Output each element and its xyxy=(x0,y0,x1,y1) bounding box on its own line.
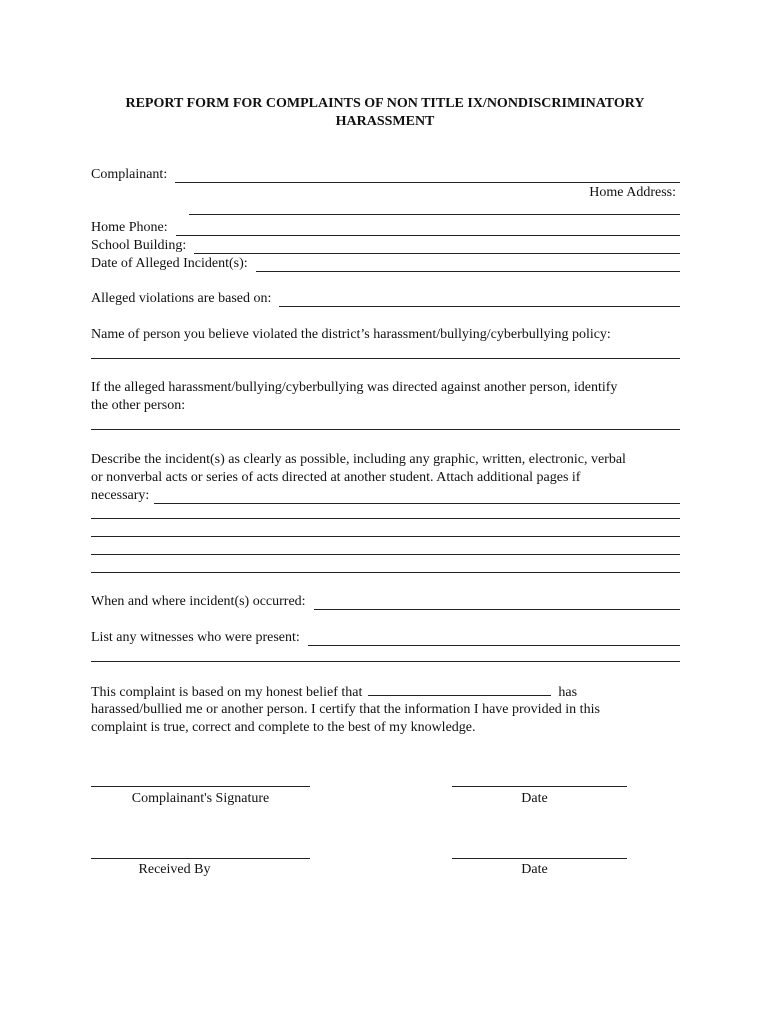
name-person-field[interactable] xyxy=(91,358,680,359)
complainant-date-field[interactable] xyxy=(452,786,627,787)
date-incident-label: Date of Alleged Incident(s): xyxy=(91,256,248,271)
belief-label-part-1: This complaint is based on my honest belief that xyxy=(91,685,363,700)
received-date-label: Date xyxy=(521,862,548,877)
complainant-date-label: Date xyxy=(521,791,548,806)
certify-line-3: complaint is true, correct and complete to the best of my knowledge. xyxy=(91,720,476,735)
witnesses-label: List any witnesses who were present: xyxy=(91,630,300,645)
home-phone-field[interactable] xyxy=(176,222,680,236)
complainant-label: Complainant: xyxy=(91,167,168,182)
accused-name-field[interactable] xyxy=(368,683,551,696)
received-by-field[interactable] xyxy=(91,858,310,859)
home-address-field[interactable] xyxy=(189,214,680,215)
belief-label-part-2: has xyxy=(558,685,578,700)
directed-label-line-1: If the alleged harassment/bullying/cyberbullying was directed against another person, identify xyxy=(91,380,618,395)
school-building-field[interactable] xyxy=(194,240,680,254)
describe-field-2[interactable] xyxy=(91,518,680,519)
other-person-field[interactable] xyxy=(91,429,680,430)
directed-label-line-2: the other person: xyxy=(91,398,186,413)
date-incident-row xyxy=(91,255,680,273)
form-title-line-2: HARASSMENT xyxy=(335,114,435,129)
describe-label-line-1: Describe the incident(s) as clearly as possible, including any graphic, written, electronic, verbal xyxy=(91,452,626,467)
complainant-row xyxy=(91,166,680,184)
received-by-label: Received By xyxy=(138,862,211,877)
name-person-label: Name of person you believe violated the district’s harassment/bullying/cyberbullying policy: xyxy=(91,327,611,342)
complainant-field[interactable] xyxy=(175,169,680,183)
date-incident-field[interactable] xyxy=(256,258,680,272)
complainant-signature-label: Complainant's Signature xyxy=(131,791,270,806)
home-address-label: Home Address: xyxy=(589,185,676,200)
when-where-label: When and where incident(s) occurred: xyxy=(91,594,306,609)
describe-field-1[interactable] xyxy=(154,490,680,504)
belief-line xyxy=(91,683,680,702)
describe-field-5[interactable] xyxy=(91,572,680,573)
witnesses-field-1[interactable] xyxy=(308,632,680,646)
complainant-signature-field[interactable] xyxy=(91,786,310,787)
describe-label-line-2: or nonverbal acts or series of acts directed at another student. Attach additional pages if xyxy=(91,470,581,485)
witnesses-field-2[interactable] xyxy=(91,661,680,662)
describe-field-4[interactable] xyxy=(91,554,680,555)
describe-field-3[interactable] xyxy=(91,536,680,537)
describe-row xyxy=(91,487,680,505)
home-phone-row xyxy=(91,219,680,237)
when-where-field[interactable] xyxy=(314,596,680,610)
school-building-row xyxy=(91,237,680,255)
when-where-row xyxy=(91,593,680,611)
violations-field[interactable] xyxy=(279,293,680,307)
violations-label: Alleged violations are based on: xyxy=(91,291,272,306)
certify-line-2: harassed/bullied me or another person. I certify that the information I have provided in this xyxy=(91,702,600,717)
school-building-label: School Building: xyxy=(91,238,187,253)
describe-label-line-3: necessary: xyxy=(91,488,150,503)
home-phone-label: Home Phone: xyxy=(91,220,168,235)
received-date-field[interactable] xyxy=(452,858,627,859)
violations-row xyxy=(91,290,680,308)
form-title-line-1: REPORT FORM FOR COMPLAINTS OF NON TITLE IX/NONDISCRIMINATORY xyxy=(125,96,645,111)
witnesses-row xyxy=(91,629,680,647)
